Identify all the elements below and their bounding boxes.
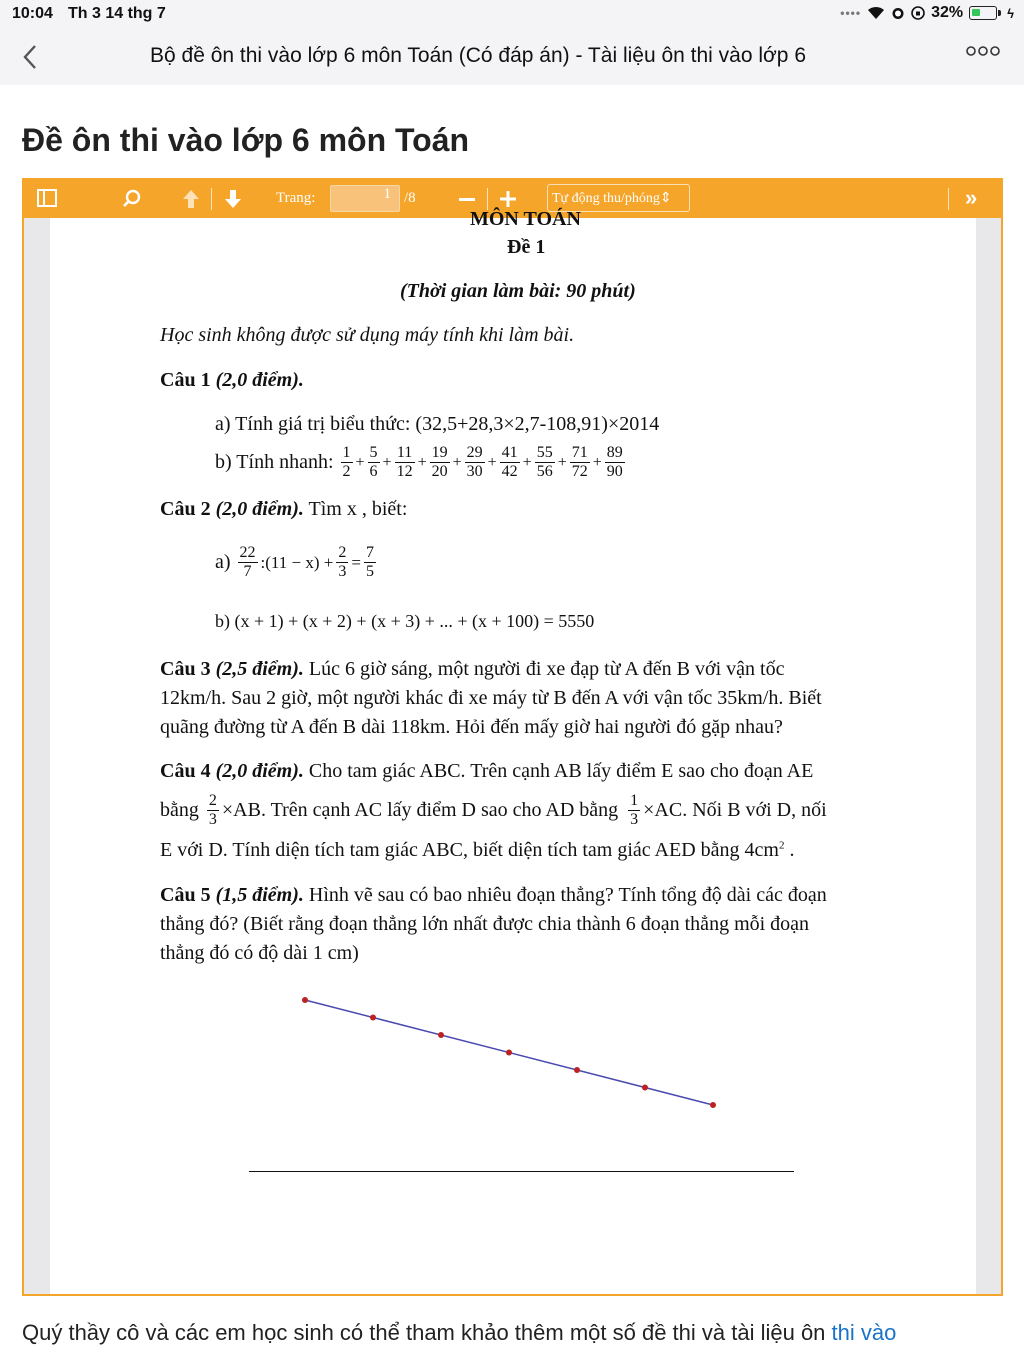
minus-icon[interactable]	[459, 198, 475, 201]
question-1b	[215, 444, 626, 481]
zoom-label: Tự động thu/phóng	[552, 191, 660, 206]
more-icon[interactable]	[966, 44, 1000, 58]
status-time: 10:04	[12, 5, 53, 22]
question-3-line-3: quãng đường từ A đến B dài 118km. Hỏi đến mấy giờ hai người đó gặp nhau?	[160, 716, 783, 738]
plus-sign: +	[355, 453, 365, 471]
pdf-page	[50, 208, 976, 1296]
footer-link[interactable]: thi vào	[831, 1320, 897, 1345]
sidebar-toggle-icon[interactable]	[37, 189, 57, 207]
tools-icon[interactable]: »	[965, 185, 978, 210]
q1b-fraction: $\frac{11}{12}$	[396, 444, 413, 480]
chevron-left-icon[interactable]	[20, 42, 40, 72]
q4-superscript: 2	[778, 839, 785, 852]
question-1a: a) Tính giá trị biểu thức: (32,5+28,3×2,7-108,91)×2014	[215, 413, 660, 435]
question-5-line-3: thẳng đó có độ dài 1 cm)	[160, 942, 359, 964]
q2-label: Câu 2	[160, 498, 211, 520]
question-3-line-2: 12km/h. Sau 2 giờ, một người khác đi xe máy từ B đến A với vận tốc 35km/h. Biết	[160, 687, 822, 709]
q1b-prefix: b) Tính nhanh:	[215, 451, 334, 473]
q2a-fraction-3: $\frac{7}{5}$	[365, 544, 374, 580]
status-icons	[840, 4, 1014, 22]
battery-percent: 32%	[931, 4, 964, 21]
segment-point	[302, 997, 308, 1003]
q2a-middle: :(11 − x) +	[260, 552, 334, 572]
q5-text-1: Hình vẽ sau có bao nhiêu đoạn thẳng? Tính tổng độ dài các đoạn	[303, 884, 827, 906]
page-label: Trang:	[276, 190, 316, 206]
search-icon[interactable]	[122, 189, 142, 209]
question-2a	[215, 544, 377, 581]
q1b-fraction: $\frac{5}{6}$	[369, 444, 378, 480]
nav-bar	[0, 30, 1024, 85]
footer-text: Quý thầy cô và các em học sinh có thể tham khảo thêm một số đề thi và tài liệu ôn	[22, 1320, 832, 1345]
battery-tip	[998, 10, 1001, 16]
q4-text-2b: ×AB. Trên cạnh AC lấy điểm D sao cho AD bằng	[221, 799, 619, 821]
q4-label: Câu 4	[160, 760, 211, 782]
doc-time: (Thời gian làm bài: 90 phút)	[400, 280, 636, 302]
doc-cut-title: MÔN TOÁN	[470, 208, 581, 230]
doc-note: Học sinh không được sử dụng máy tính khi làm bài.	[160, 324, 575, 346]
q1b-fraction: $\frac{71}{72}$	[571, 444, 588, 480]
question-2-heading	[160, 498, 407, 521]
question-3-line-1	[160, 658, 784, 681]
question-1-heading	[160, 369, 304, 392]
q1b-fraction: $\frac{1}{2}$	[342, 444, 351, 480]
question-5-line-1	[160, 884, 827, 907]
q4-text-1: Cho tam giác ABC. Trên cạnh AB lấy điểm E sao cho đoạn AE	[303, 760, 814, 782]
q5-label: Câu 5	[160, 884, 211, 906]
plus-sign: +	[592, 453, 602, 471]
segment-point	[370, 1015, 376, 1021]
q1b-fraction: $\frac{55}{56}$	[536, 444, 553, 480]
q1-points: (2,0 điểm).	[215, 369, 304, 391]
q2a-prefix: a)	[215, 551, 231, 573]
page-title: Đề ôn thi vào lớp 6 môn Toán	[22, 122, 470, 158]
q3-text-1: Lúc 6 giờ sáng, một người đi xe đạp từ A đến B với vận tốc	[303, 658, 785, 680]
plus-sign: +	[382, 453, 392, 471]
question-5-line-2: thẳng đó? (Biết rằng đoạn thẳng lớn nhất được chia thành 6 đoạn thẳng mỗi đoạn	[160, 913, 810, 935]
q1b-fraction: $\frac{89}{90}$	[606, 444, 623, 480]
q2a-fraction-2: $\frac{2}{3}$	[338, 544, 347, 580]
plus-sign: +	[487, 453, 497, 471]
plus-sign: +	[417, 453, 427, 471]
q4-fraction-1: $\frac{2}{3}$	[208, 792, 217, 828]
toolbar-separator	[948, 188, 949, 210]
alarm-icon	[891, 6, 905, 20]
q2a-equals: =	[351, 552, 361, 572]
q4-points: (2,0 điểm).	[215, 760, 304, 782]
plus-sign: +	[522, 453, 532, 471]
toolbar-separator	[211, 188, 212, 210]
segment-point	[642, 1085, 648, 1091]
doc-exam-number: Đề 1	[507, 236, 546, 258]
q2-text: Tìm x , biết:	[303, 498, 408, 520]
plus-icon[interactable]	[500, 191, 516, 207]
charging-icon: ϟ	[1007, 5, 1014, 21]
signal-dots-icon: ••••	[840, 6, 862, 20]
page-total: /8	[404, 190, 416, 206]
status-bar	[0, 0, 1024, 30]
plus-sign: +	[452, 453, 462, 471]
question-4-line-1	[160, 760, 813, 783]
toolbar-separator	[487, 188, 488, 210]
segment-point	[506, 1050, 512, 1056]
q5-points: (1,5 điểm).	[215, 884, 304, 906]
q1b-fraction: $\frac{19}{20}$	[431, 444, 448, 480]
q4-end: .	[784, 839, 795, 861]
screen-lock-icon	[911, 6, 925, 20]
q3-points: (2,5 điểm).	[215, 658, 304, 680]
q1-label: Câu 1	[160, 369, 211, 391]
question-4-line-3	[160, 839, 794, 862]
question-2b: b) (x + 1) + (x + 2) + (x + 3) + ... + (x + 100) = 5550	[215, 611, 595, 631]
wifi-icon	[867, 6, 885, 20]
status-date: Th 3 14 thg 7	[68, 5, 166, 22]
select-arrows-icon: ⇕	[659, 191, 672, 206]
q2a-fraction-1: $\frac{22}{7}$	[239, 544, 256, 580]
q4-text-2a: bằng	[160, 799, 199, 821]
q1b-expression	[340, 444, 626, 481]
q4-fraction-2: $\frac{1}{3}$	[630, 792, 639, 828]
page-number-input[interactable]: 1	[330, 185, 400, 212]
footer-paragraph	[22, 1320, 1012, 1346]
q4-text-2c: ×AC. Nối B với D, nối	[643, 799, 827, 821]
segment-point	[710, 1102, 716, 1108]
battery-icon	[969, 6, 997, 20]
q4-text-3: E với D. Tính diện tích tam giác ABC, biết diện tích tam giác AED bằng 4cm	[160, 839, 779, 861]
arrow-down-icon[interactable]	[224, 189, 242, 209]
pdf-viewer	[22, 178, 1003, 1296]
separator-rule	[249, 1171, 794, 1172]
question-4-line-2	[160, 792, 827, 829]
plus-sign: +	[557, 453, 567, 471]
segment-point	[574, 1067, 580, 1073]
nav-title: Bộ đề ôn thi vào lớp 6 môn Toán (Có đáp án) - Tài liệu ôn thi vào lớp 6	[150, 44, 806, 67]
q3-label: Câu 3	[160, 658, 211, 680]
q1b-fraction: $\frac{29}{30}$	[466, 444, 483, 480]
q2-points: (2,0 điểm).	[215, 498, 304, 520]
arrow-up-icon[interactable]	[182, 189, 200, 209]
q1b-fraction: $\frac{41}{42}$	[501, 444, 518, 480]
segment-figure	[290, 983, 730, 1123]
segment-point	[438, 1032, 444, 1038]
